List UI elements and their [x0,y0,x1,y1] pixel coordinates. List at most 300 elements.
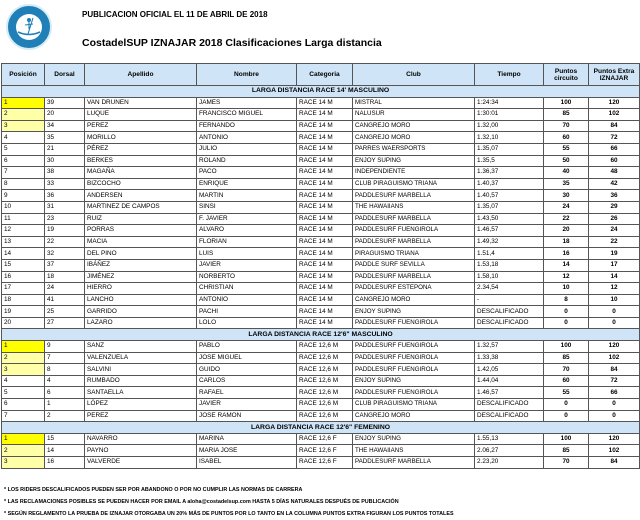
dorsal-cell: 20 [45,109,85,121]
surname-cell: LUQUE [85,109,197,121]
table-row [2,294,640,306]
surname-cell: IBÁÑEZ [85,259,197,271]
extra-points-cell: 14 [589,271,640,283]
footnote: * LOS RIDERS DESCALIFICADOS PUEDEN SER POR ABANDONO O POR NO CUMPLIR LAS NORMAS DE CARRERA [4,487,303,493]
dorsal-cell: 7 [45,352,85,364]
extra-points-cell: 26 [589,213,640,225]
position-cell: 1 [2,341,45,353]
club-cell: CANGREJO MORO [353,132,475,144]
circuit-points-cell: 70 [544,457,589,469]
header-row [2,64,640,86]
name-cell: ALVARO [197,225,297,237]
time-cell: 1.36,37 [475,167,544,179]
table-row [2,120,640,132]
category-cell: RACE 14 M [297,259,353,271]
club-cell: PADDLESURF FUENGIROLA [353,364,475,376]
extra-points-cell: 24 [589,225,640,237]
category-cell: RACE 14 M [297,143,353,155]
club-cell: ENJOY SUPING [353,155,475,167]
table-row [2,283,640,295]
position-cell: 8 [2,178,45,190]
name-cell: JAVIER [197,399,297,411]
time-cell: DESCALIFICADO [475,317,544,329]
table-row [2,213,640,225]
publication-date: PUBLICACION OFICIAL EL 11 DE ABRIL DE 2018 [82,10,268,19]
name-cell: ANTONIO [197,132,297,144]
extra-points-cell: 120 [589,97,640,109]
club-cell: MISTRAL [353,97,475,109]
table-row [2,190,640,202]
paddler-icon [8,6,50,48]
circuit-points-cell: 16 [544,248,589,260]
category-cell: RACE 14 M [297,190,353,202]
surname-cell: LANCHO [85,294,197,306]
table-row [2,306,640,318]
name-cell: FLORIAN [197,236,297,248]
footnote: * SEGÚN REGLAMENTO LA PRUEBA DE IZNAJAR OTORGABA UN 20% MÁS DE PUNTOS POR LO TANTO EN LA COLUMNA PUNTOS EXTRA FIGURAN LOS PUNTOS TOTALES [4,511,454,517]
position-cell: 7 [2,167,45,179]
dorsal-cell: 21 [45,143,85,155]
circuit-points-cell: 8 [544,294,589,306]
name-cell: PACO [197,167,297,179]
position-cell: 11 [2,213,45,225]
results-table [1,63,640,469]
col-header: Club [353,64,475,86]
circuit-points-cell: 60 [544,132,589,144]
table-row [2,375,640,387]
dorsal-cell: 15 [45,433,85,445]
time-cell: DESCALIFICADO [475,306,544,318]
circuit-points-cell: 10 [544,283,589,295]
club-cell: PADDLESURF FUENGIROLA [353,341,475,353]
surname-cell: RUIZ [85,213,197,225]
name-cell: MARIA JOSE [197,445,297,457]
club-cell: PADDLESURF FUENGIROLA [353,317,475,329]
table-row [2,178,640,190]
dorsal-cell: 4 [45,375,85,387]
extra-points-cell: 84 [589,364,640,376]
name-cell: PACHI [197,306,297,318]
surname-cell: PORRAS [85,225,197,237]
table-row [2,248,640,260]
surname-cell: PEREZ [85,410,197,422]
club-cell: THE HAWAIIANS [353,201,475,213]
extra-points-cell: 60 [589,155,640,167]
dorsal-cell: 18 [45,271,85,283]
category-cell: RACE 14 M [297,306,353,318]
category-cell: RACE 12,6 M [297,364,353,376]
name-cell: ROLAND [197,155,297,167]
table-row [2,341,640,353]
time-cell: 1.46,57 [475,387,544,399]
col-header: Puntos Extra IZNAJAR [589,64,640,86]
category-cell: RACE 12,6 M [297,410,353,422]
category-cell: RACE 14 M [297,317,353,329]
name-cell: CHRISTIAN [197,283,297,295]
surname-cell: MAGAÑA [85,167,197,179]
position-cell: 4 [2,132,45,144]
extra-points-cell: 17 [589,259,640,271]
position-cell: 14 [2,248,45,260]
surname-cell: VALENZUELA [85,352,197,364]
col-header: Categoria [297,64,353,86]
surname-cell: BERKES [85,155,197,167]
circuit-points-cell: 18 [544,236,589,248]
time-cell: 2.06,27 [475,445,544,457]
dorsal-cell: 37 [45,259,85,271]
category-cell: RACE 14 M [297,201,353,213]
dorsal-cell: 1 [45,399,85,411]
position-cell: 6 [2,155,45,167]
time-cell: 1.35,07 [475,201,544,213]
club-cell: PADDLESURF MARBELLA [353,190,475,202]
position-cell: 18 [2,294,45,306]
section-header-row [2,422,640,434]
time-cell: 1.51,4 [475,248,544,260]
club-cell: ENJOY SUPING [353,433,475,445]
dorsal-cell: 14 [45,445,85,457]
time-cell: 1.32,57 [475,341,544,353]
club-cell: PADDLESURF MARBELLA [353,271,475,283]
position-cell: 4 [2,375,45,387]
surname-cell: MACIA [85,236,197,248]
position-cell: 3 [2,364,45,376]
circuit-points-cell: 0 [544,410,589,422]
position-cell: 3 [2,120,45,132]
time-cell: 1.40,37 [475,178,544,190]
category-cell: RACE 14 M [297,225,353,237]
time-cell: 1.46,57 [475,225,544,237]
name-cell: SINSI [197,201,297,213]
dorsal-cell: 9 [45,341,85,353]
extra-points-cell: 120 [589,341,640,353]
surname-cell: SANZ [85,341,197,353]
surname-cell: PÉREZ [85,143,197,155]
club-cell: PADDLESURF FUENGIROLA [353,352,475,364]
club-cell: PADDLESURF MARBELLA [353,213,475,225]
extra-points-cell: 42 [589,178,640,190]
dorsal-cell: 36 [45,190,85,202]
section-title: LARGA DISTANCIA RACE 12'6" MASCULINO [2,329,640,341]
position-cell: 2 [2,109,45,121]
time-cell: 1.35,07 [475,143,544,155]
dorsal-cell: 38 [45,167,85,179]
name-cell: MARTIN [197,190,297,202]
circuit-points-cell: 100 [544,97,589,109]
club-cell: CLUB PIRAGUISMO TRIANA [353,399,475,411]
dorsal-cell: 2 [45,410,85,422]
time-cell: 1.44,04 [475,375,544,387]
table-row [2,97,640,109]
category-cell: RACE 14 M [297,178,353,190]
position-cell: 19 [2,306,45,318]
club-cell: PARRES WAERSPORTS [353,143,475,155]
circuit-points-cell: 70 [544,364,589,376]
surname-cell: GARRIDO [85,306,197,318]
extra-points-cell: 102 [589,445,640,457]
circuit-points-cell: 0 [544,399,589,411]
category-cell: RACE 14 M [297,283,353,295]
surname-cell: LÓPEZ [85,399,197,411]
name-cell: ISABEL [197,457,297,469]
table-row [2,201,640,213]
dorsal-cell: 39 [45,97,85,109]
circuit-points-cell: 20 [544,225,589,237]
time-cell: 1.53,18 [475,259,544,271]
position-cell: 13 [2,236,45,248]
category-cell: RACE 12,6 M [297,352,353,364]
dorsal-cell: 24 [45,283,85,295]
position-cell: 10 [2,201,45,213]
table-row [2,433,640,445]
name-cell: ANTONIO [197,294,297,306]
table-row [2,364,640,376]
category-cell: RACE 12,6 F [297,445,353,457]
club-cell: THE HAWAIIANS [353,445,475,457]
circuit-points-cell: 55 [544,143,589,155]
circuit-points-cell: 14 [544,259,589,271]
dorsal-cell: 30 [45,155,85,167]
position-cell: 2 [2,352,45,364]
position-cell: 6 [2,399,45,411]
surname-cell: DEL PINO [85,248,197,260]
name-cell: LOLO [197,317,297,329]
dorsal-cell: 41 [45,294,85,306]
extra-points-cell: 0 [589,306,640,318]
dorsal-cell: 34 [45,120,85,132]
extra-points-cell: 102 [589,109,640,121]
extra-points-cell: 0 [589,399,640,411]
name-cell: F. JAVIER [197,213,297,225]
category-cell: RACE 14 M [297,248,353,260]
circuit-points-cell: 100 [544,341,589,353]
page-title: CostadelSUP IZNAJAR 2018 Clasificaciones Larga distancia [82,37,382,49]
time-cell: 1.35,5 [475,155,544,167]
section-title: LARGA DISTANCIA RACE 14' MASCULINO [2,86,640,98]
extra-points-cell: 66 [589,387,640,399]
col-header: Tiempo [475,64,544,86]
time-cell: 1:24:34 [475,97,544,109]
table-row [2,410,640,422]
extra-points-cell: 72 [589,375,640,387]
category-cell: RACE 14 M [297,132,353,144]
club-cell: PADDLESURF FUENGIROLA [353,387,475,399]
circuit-points-cell: 55 [544,387,589,399]
club-cell: PIRAGUISMO TRIANA [353,248,475,260]
time-cell: 1.43,50 [475,213,544,225]
extra-points-cell: 10 [589,294,640,306]
name-cell: JAVIER [197,259,297,271]
circuit-points-cell: 0 [544,306,589,318]
circuit-points-cell: 24 [544,201,589,213]
time-cell: 1.42,05 [475,364,544,376]
table-row [2,155,640,167]
club-cell: INDEPENDIENTE [353,167,475,179]
name-cell: ENRIQUE [197,178,297,190]
dorsal-cell: 31 [45,201,85,213]
category-cell: RACE 12,6 M [297,387,353,399]
surname-cell: VAN DRUNEN [85,97,197,109]
name-cell: NORBERTO [197,271,297,283]
extra-points-cell: 36 [589,190,640,202]
extra-points-cell: 19 [589,248,640,260]
name-cell: RAFAEL [197,387,297,399]
table-row [2,109,640,121]
surname-cell: HIERRO [85,283,197,295]
table-row [2,271,640,283]
col-header: Dorsal [45,64,85,86]
table-row [2,236,640,248]
category-cell: RACE 14 M [297,155,353,167]
footnote: * LAS RECLAMACIONES POSIBLES SE PUEDEN HACER POR EMAIL A aloha@costadelsup.com HASTA 5 DÍAS NATURALES DESPUÉS DE PUBLICACIÓN [4,499,399,505]
time-cell: 1.49,32 [475,236,544,248]
name-cell: CARLOS [197,375,297,387]
category-cell: RACE 12,6 F [297,457,353,469]
surname-cell: SALVINI [85,364,197,376]
circuit-points-cell: 50 [544,155,589,167]
time-cell: 1.33,38 [475,352,544,364]
time-cell: 2.23,20 [475,457,544,469]
position-cell: 2 [2,445,45,457]
circuit-points-cell: 85 [544,352,589,364]
circuit-points-cell: 22 [544,213,589,225]
table-row [2,259,640,271]
club-cell: CANGREJO MORO [353,120,475,132]
costadelsup-logo [6,4,52,50]
extra-points-cell: 48 [589,167,640,179]
surname-cell: PAYNO [85,445,197,457]
footnotes [4,484,454,520]
category-cell: RACE 14 M [297,236,353,248]
category-cell: RACE 14 M [297,109,353,121]
category-cell: RACE 12,6 M [297,375,353,387]
time-cell: - [475,294,544,306]
extra-points-cell: 102 [589,352,640,364]
time-cell: 1.55,13 [475,433,544,445]
dorsal-cell: 35 [45,132,85,144]
position-cell: 20 [2,317,45,329]
position-cell: 5 [2,143,45,155]
name-cell: FRANCISCO MIGUEL [197,109,297,121]
category-cell: RACE 14 M [297,97,353,109]
section-header-row [2,329,640,341]
col-header: Nombre [197,64,297,86]
extra-points-cell: 120 [589,433,640,445]
position-cell: 15 [2,259,45,271]
extra-points-cell: 84 [589,457,640,469]
circuit-points-cell: 85 [544,109,589,121]
time-cell: DESCALIFICADO [475,399,544,411]
extra-points-cell: 12 [589,283,640,295]
extra-points-cell: 29 [589,201,640,213]
table-row [2,225,640,237]
extra-points-cell: 72 [589,132,640,144]
table-row [2,457,640,469]
position-cell: 7 [2,410,45,422]
dorsal-cell: 32 [45,248,85,260]
dorsal-cell: 25 [45,306,85,318]
extra-points-cell: 84 [589,120,640,132]
extra-points-cell: 66 [589,143,640,155]
table-row [2,167,640,179]
name-cell: PABLO [197,341,297,353]
position-cell: 3 [2,457,45,469]
surname-cell: NAVARRO [85,433,197,445]
section-header-row [2,86,640,98]
surname-cell: ANDERSEN [85,190,197,202]
dorsal-cell: 8 [45,364,85,376]
surname-cell: BIZCOCHO [85,178,197,190]
name-cell: GUIDO [197,364,297,376]
surname-cell: PEREZ [85,120,197,132]
club-cell: CANGREJO MORO [353,410,475,422]
table-row [2,132,640,144]
category-cell: RACE 14 M [297,294,353,306]
table-row [2,352,640,364]
col-header: Posición [2,64,45,86]
club-cell: ENJOY SUPING [353,306,475,318]
position-cell: 1 [2,97,45,109]
name-cell: JOSE MIGUEL [197,352,297,364]
surname-cell: VALVERDE [85,457,197,469]
time-cell: 1.32,00 [475,120,544,132]
name-cell: MARINA [197,433,297,445]
circuit-points-cell: 12 [544,271,589,283]
club-cell: PADDLE SURF SEVILLA [353,259,475,271]
dorsal-cell: 23 [45,213,85,225]
surname-cell: SANTAELLA [85,387,197,399]
time-cell: 1:30:01 [475,109,544,121]
dorsal-cell: 19 [45,225,85,237]
circuit-points-cell: 85 [544,445,589,457]
category-cell: RACE 12,6 M [297,399,353,411]
club-cell: CLUB PIRAGUISMO TRIANA [353,178,475,190]
dorsal-cell: 16 [45,457,85,469]
category-cell: RACE 14 M [297,213,353,225]
col-header: Apellido [85,64,197,86]
name-cell: JAMES [197,97,297,109]
club-cell: PADDLESURF MARBELLA [353,236,475,248]
club-cell: NALUSUR [353,109,475,121]
position-cell: 9 [2,190,45,202]
club-cell: CANGREJO MORO [353,294,475,306]
category-cell: RACE 12,6 F [297,433,353,445]
table-row [2,445,640,457]
circuit-points-cell: 100 [544,433,589,445]
name-cell: JULIO [197,143,297,155]
dorsal-cell: 33 [45,178,85,190]
table-row [2,143,640,155]
name-cell: LUIS [197,248,297,260]
surname-cell: JIMÉNEZ [85,271,197,283]
section-title: LARGA DISTANCIA RACE 12'6" FEMENINO [2,422,640,434]
circuit-points-cell: 70 [544,120,589,132]
category-cell: RACE 12,6 M [297,341,353,353]
extra-points-cell: 0 [589,317,640,329]
surname-cell: MARTINEZ DE CAMPOS [85,201,197,213]
circuit-points-cell: 60 [544,375,589,387]
position-cell: 17 [2,283,45,295]
surname-cell: LAZARO [85,317,197,329]
time-cell: 1.32,10 [475,132,544,144]
circuit-points-cell: 35 [544,178,589,190]
position-cell: 12 [2,225,45,237]
surname-cell: MORILLO [85,132,197,144]
position-cell: 1 [2,433,45,445]
extra-points-cell: 0 [589,410,640,422]
surname-cell: RUMBADO [85,375,197,387]
club-cell: PADDLESURF MARBELLA [353,457,475,469]
